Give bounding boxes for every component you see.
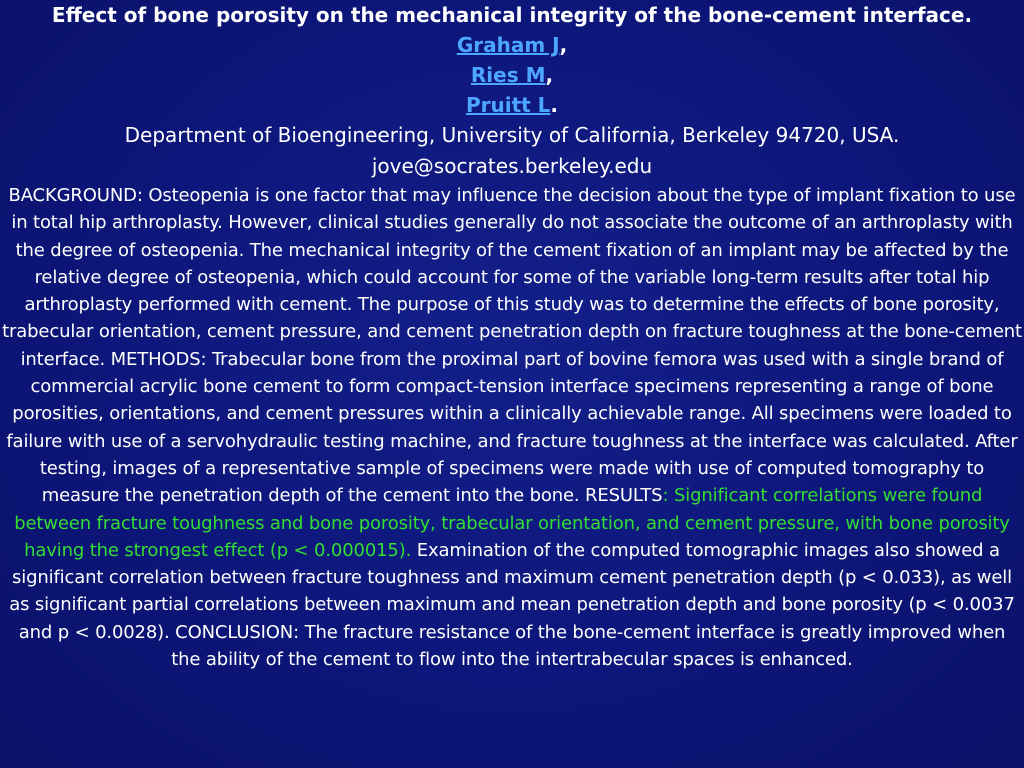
author-separator: , — [545, 63, 554, 87]
author-link-ries[interactable]: Ries M — [470, 63, 546, 87]
author-link-pruitt[interactable]: Pruitt L — [465, 93, 551, 117]
results-highlight: : Significant correlations were found between fracture toughness and bone porosity, trabecular orientation, and cement pressure, with bone porosity having the strongest effect (p < 0.000015). — [14, 485, 1010, 561]
author-line-2 — [2, 60, 1022, 90]
abstract-text — [2, 182, 1022, 673]
author-separator: . — [550, 93, 559, 117]
author-line-1 — [2, 30, 1022, 60]
affiliation: Department of Bioengineering, University of California, Berkeley 94720, USA. — [124, 123, 900, 147]
abstract-part-2: Examination of the computed tomographic images also showed a significant correlation between fracture toughness and maximum cement penetration depth (p < 0.033), as well as significant partial correlations between maximum and mean penetration depth and bone porosity (p < 0.0037 and p < 0.0028). CONCLUSION: The fracture resistance of the bone-cement interface is greatly improved when the ability of the cement to flow into the intertrabecular spaces is enhanced. — [9, 539, 1015, 671]
abstract-part-1: BACKGROUND: Osteopenia is one factor that may influence the decision about the type of implant fixation to use in total hip arthroplasty. However, clinical studies generally do not associate the outcome of an arthroplasty with the degree of osteopenia. The mechanical integrity of the cement fixation of an implant may be affected by the relative degree of osteopenia, which could account for some of the variable long-term results after total hip arthroplasty performed with cement. The purpose of this study was to determine the effects of bone porosity, trabecular orientation, cement pressure, and cement penetration depth on fracture toughness at the bone-cement interface. METHODS: Trabecular bone from the proximal part of bovine femora was used with a single brand of commercial acrylic bone cement to form compact-tension interface specimens representing a range of bone porosities, orientations, and cement pressures within a clinically achievable range. All specimens were loaded to failure with use of a servohydraulic testing machine, and fracture toughness at the interface was calculated. After testing, images of a representative sample of specimens were made with use of computed tomography to measure the penetration depth of the cement into the bone. RESULTS — [2, 185, 1022, 507]
email: jove@socrates.berkeley.edu — [371, 154, 653, 178]
paper-title: Effect of bone porosity on the mechanical integrity of the bone-cement interface. — [51, 3, 973, 27]
author-link-graham[interactable]: Graham J — [456, 33, 560, 57]
author-line-3 — [2, 90, 1022, 120]
author-separator: , — [559, 33, 568, 57]
